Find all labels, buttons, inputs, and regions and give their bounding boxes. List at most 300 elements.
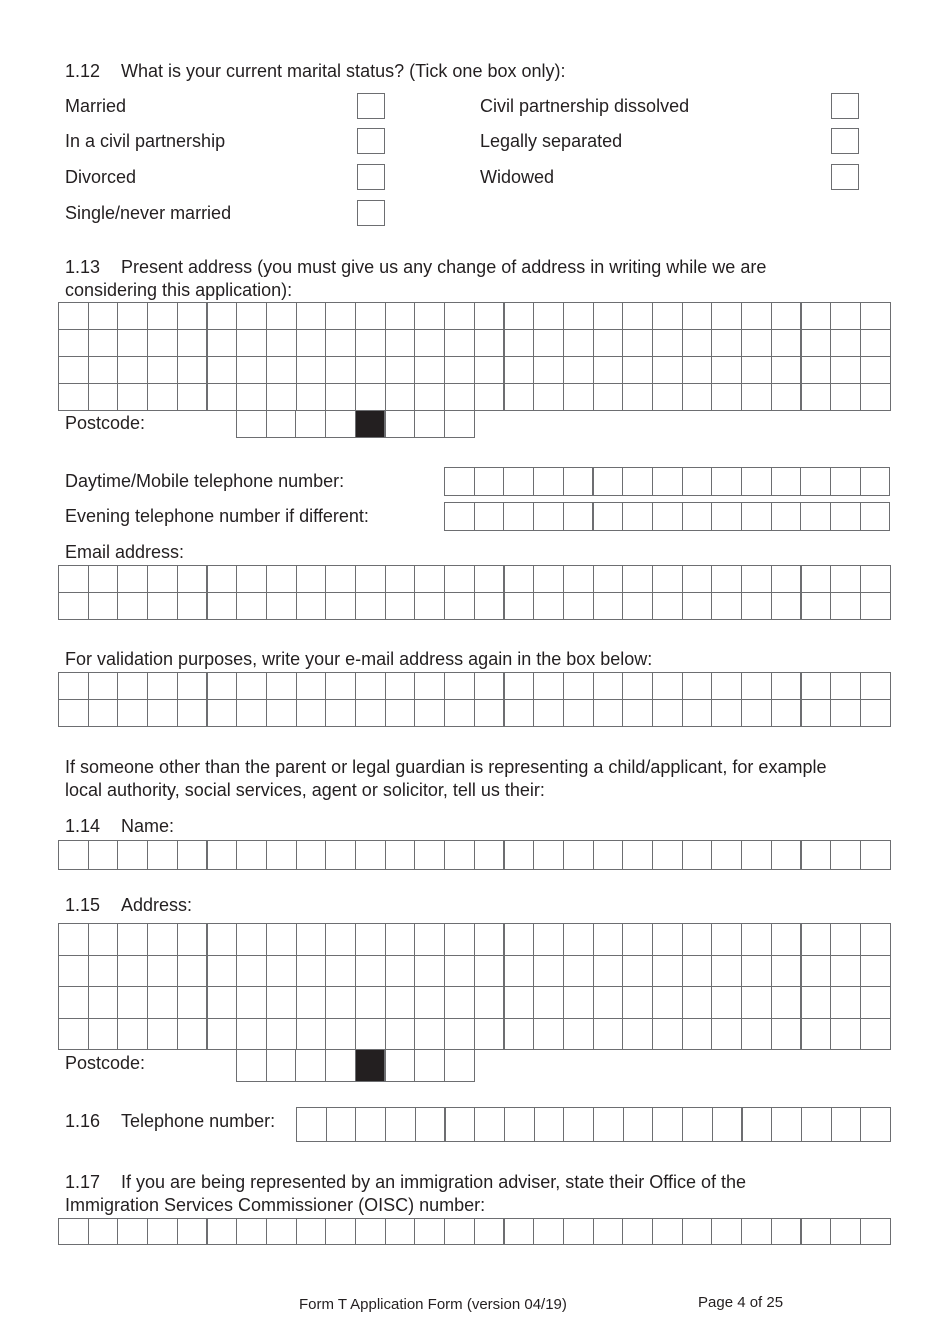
char-box[interactable] xyxy=(147,565,178,593)
char-box[interactable] xyxy=(741,840,772,870)
char-box[interactable] xyxy=(58,672,89,700)
char-box[interactable] xyxy=(236,840,267,870)
char-box[interactable] xyxy=(117,840,148,870)
char-box[interactable] xyxy=(325,1049,356,1082)
char-box[interactable] xyxy=(830,1018,861,1051)
char-box[interactable] xyxy=(414,302,445,330)
char-box[interactable] xyxy=(355,383,386,411)
char-box[interactable] xyxy=(801,923,832,956)
char-box[interactable] xyxy=(355,986,386,1019)
char-box[interactable] xyxy=(58,986,89,1019)
char-box[interactable] xyxy=(712,1107,743,1142)
char-box[interactable] xyxy=(682,986,713,1019)
char-box[interactable] xyxy=(147,955,178,988)
char-box[interactable] xyxy=(622,672,653,700)
char-box[interactable] xyxy=(207,1018,238,1051)
char-box[interactable] xyxy=(622,923,653,956)
char-box[interactable] xyxy=(474,356,505,384)
char-box[interactable] xyxy=(445,1107,476,1142)
char-box[interactable] xyxy=(385,592,416,620)
char-box[interactable] xyxy=(830,699,861,727)
char-box[interactable] xyxy=(801,840,832,870)
char-box[interactable] xyxy=(58,955,89,988)
char-box[interactable] xyxy=(207,383,238,411)
char-box[interactable] xyxy=(88,565,119,593)
char-box[interactable] xyxy=(266,923,297,956)
char-box[interactable] xyxy=(266,840,297,870)
char-box[interactable] xyxy=(830,840,861,870)
char-box[interactable] xyxy=(266,383,297,411)
char-box[interactable] xyxy=(147,923,178,956)
char-box[interactable] xyxy=(830,592,861,620)
char-box[interactable] xyxy=(682,592,713,620)
char-box[interactable] xyxy=(474,1218,505,1245)
char-box[interactable] xyxy=(385,565,416,593)
char-box[interactable] xyxy=(385,302,416,330)
representative-phone-grid[interactable] xyxy=(296,1107,890,1141)
char-box[interactable] xyxy=(474,383,505,411)
char-box[interactable] xyxy=(652,502,683,531)
char-box[interactable] xyxy=(325,672,356,700)
char-box[interactable] xyxy=(741,356,772,384)
char-box[interactable] xyxy=(711,502,742,531)
char-box[interactable] xyxy=(207,565,238,593)
char-box[interactable] xyxy=(296,672,327,700)
char-box[interactable] xyxy=(771,1107,802,1142)
char-box[interactable] xyxy=(771,356,802,384)
char-box[interactable] xyxy=(533,329,564,357)
char-box[interactable] xyxy=(177,1218,208,1245)
char-box[interactable] xyxy=(414,1018,445,1051)
char-box[interactable] xyxy=(58,356,89,384)
char-box[interactable] xyxy=(326,1107,357,1142)
char-box[interactable] xyxy=(682,383,713,411)
char-box[interactable] xyxy=(325,840,356,870)
char-box[interactable] xyxy=(325,302,356,330)
char-box[interactable] xyxy=(563,1018,594,1051)
char-box[interactable] xyxy=(117,1218,148,1245)
char-box[interactable] xyxy=(652,955,683,988)
char-box[interactable] xyxy=(58,565,89,593)
char-box[interactable] xyxy=(801,1218,832,1245)
char-box[interactable] xyxy=(533,986,564,1019)
char-box[interactable] xyxy=(88,356,119,384)
char-box[interactable] xyxy=(296,329,327,357)
char-box[interactable] xyxy=(563,699,594,727)
char-box[interactable] xyxy=(771,955,802,988)
char-box[interactable] xyxy=(504,986,535,1019)
char-box[interactable] xyxy=(682,356,713,384)
char-box[interactable] xyxy=(266,565,297,593)
char-box[interactable] xyxy=(296,1107,327,1142)
char-box[interactable] xyxy=(266,672,297,700)
char-box[interactable] xyxy=(147,986,178,1019)
char-box[interactable] xyxy=(296,1218,327,1245)
representative-address-grid[interactable] xyxy=(58,923,890,1049)
char-box[interactable] xyxy=(533,955,564,988)
char-box[interactable] xyxy=(147,302,178,330)
char-box[interactable] xyxy=(563,467,594,496)
char-box[interactable] xyxy=(771,1018,802,1051)
char-box[interactable] xyxy=(593,986,624,1019)
char-box[interactable] xyxy=(414,592,445,620)
char-box[interactable] xyxy=(474,840,505,870)
char-box[interactable] xyxy=(266,356,297,384)
char-box[interactable] xyxy=(88,955,119,988)
char-box[interactable] xyxy=(830,565,861,593)
char-box[interactable] xyxy=(652,565,683,593)
char-box[interactable] xyxy=(266,1018,297,1051)
char-box[interactable] xyxy=(801,986,832,1019)
char-box[interactable] xyxy=(117,383,148,411)
char-box[interactable] xyxy=(117,302,148,330)
char-box[interactable] xyxy=(236,672,267,700)
char-box[interactable] xyxy=(801,329,832,357)
char-box[interactable] xyxy=(711,699,742,727)
char-box[interactable] xyxy=(177,923,208,956)
char-box[interactable] xyxy=(207,840,238,870)
char-box[interactable] xyxy=(711,565,742,593)
char-box[interactable] xyxy=(88,986,119,1019)
char-box[interactable] xyxy=(266,302,297,330)
char-box[interactable] xyxy=(296,383,327,411)
char-box[interactable] xyxy=(295,410,326,438)
char-box[interactable] xyxy=(325,923,356,956)
single-checkbox[interactable] xyxy=(357,200,385,226)
representative-postcode-grid[interactable] xyxy=(236,1049,474,1081)
char-box[interactable] xyxy=(58,1018,89,1051)
char-box[interactable] xyxy=(444,410,475,438)
char-box[interactable] xyxy=(682,923,713,956)
char-box[interactable] xyxy=(414,410,445,438)
char-box[interactable] xyxy=(266,699,297,727)
char-box[interactable] xyxy=(711,383,742,411)
char-box[interactable] xyxy=(207,329,238,357)
char-box[interactable] xyxy=(593,356,624,384)
char-box[interactable] xyxy=(622,356,653,384)
char-box[interactable] xyxy=(325,565,356,593)
char-box[interactable] xyxy=(444,699,475,727)
char-box[interactable] xyxy=(58,592,89,620)
char-box[interactable] xyxy=(355,329,386,357)
char-box[interactable] xyxy=(444,1049,475,1082)
char-box[interactable] xyxy=(771,986,802,1019)
char-box[interactable] xyxy=(563,502,594,531)
char-box[interactable] xyxy=(830,356,861,384)
char-box[interactable] xyxy=(860,699,891,727)
char-box[interactable] xyxy=(474,672,505,700)
char-box[interactable] xyxy=(266,1049,297,1082)
char-box[interactable] xyxy=(444,923,475,956)
char-box[interactable] xyxy=(860,1107,891,1142)
char-box[interactable] xyxy=(741,672,772,700)
char-box[interactable] xyxy=(266,410,297,438)
char-box[interactable] xyxy=(711,302,742,330)
char-box[interactable] xyxy=(563,356,594,384)
char-box[interactable] xyxy=(682,955,713,988)
char-box[interactable] xyxy=(236,592,267,620)
char-box[interactable] xyxy=(622,329,653,357)
char-box[interactable] xyxy=(444,1218,475,1245)
char-box[interactable] xyxy=(236,1218,267,1245)
char-box[interactable] xyxy=(474,565,505,593)
char-box[interactable] xyxy=(622,1018,653,1051)
char-box[interactable] xyxy=(652,1218,683,1245)
char-box[interactable] xyxy=(117,592,148,620)
char-box[interactable] xyxy=(741,986,772,1019)
char-box[interactable] xyxy=(88,383,119,411)
char-box[interactable] xyxy=(385,329,416,357)
char-box[interactable] xyxy=(771,329,802,357)
char-box[interactable] xyxy=(444,329,475,357)
char-box[interactable] xyxy=(236,329,267,357)
char-box[interactable] xyxy=(622,565,653,593)
char-box[interactable] xyxy=(117,1018,148,1051)
char-box[interactable] xyxy=(563,329,594,357)
char-box[interactable] xyxy=(325,699,356,727)
char-box[interactable] xyxy=(474,467,505,496)
char-box[interactable] xyxy=(88,329,119,357)
char-box[interactable] xyxy=(652,672,683,700)
char-box[interactable] xyxy=(801,383,832,411)
char-box[interactable] xyxy=(355,356,386,384)
char-box[interactable] xyxy=(296,986,327,1019)
char-box[interactable] xyxy=(622,302,653,330)
char-box[interactable] xyxy=(414,699,445,727)
char-box[interactable] xyxy=(682,840,713,870)
char-box[interactable] xyxy=(771,672,802,700)
char-box[interactable] xyxy=(117,955,148,988)
char-box[interactable] xyxy=(593,302,624,330)
char-box[interactable] xyxy=(147,383,178,411)
char-box[interactable] xyxy=(325,329,356,357)
char-box[interactable] xyxy=(860,383,891,411)
char-box[interactable] xyxy=(325,955,356,988)
char-box[interactable] xyxy=(355,1218,386,1245)
char-box[interactable] xyxy=(593,672,624,700)
char-box[interactable] xyxy=(623,1107,654,1142)
char-box[interactable] xyxy=(593,923,624,956)
char-box[interactable] xyxy=(207,955,238,988)
widowed-checkbox[interactable] xyxy=(831,164,859,190)
char-box[interactable] xyxy=(860,923,891,956)
char-box[interactable] xyxy=(860,356,891,384)
char-box[interactable] xyxy=(741,1018,772,1051)
char-box[interactable] xyxy=(593,955,624,988)
char-box[interactable] xyxy=(325,410,356,438)
char-box[interactable] xyxy=(58,302,89,330)
char-box[interactable] xyxy=(177,986,208,1019)
char-box[interactable] xyxy=(652,329,683,357)
char-box[interactable] xyxy=(117,565,148,593)
char-box[interactable] xyxy=(771,502,802,531)
char-box[interactable] xyxy=(533,840,564,870)
char-box[interactable] xyxy=(474,302,505,330)
char-box[interactable] xyxy=(622,383,653,411)
char-box[interactable] xyxy=(207,699,238,727)
evening-phone-grid[interactable] xyxy=(444,502,890,530)
char-box[interactable] xyxy=(325,986,356,1019)
char-box[interactable] xyxy=(177,955,208,988)
char-box[interactable] xyxy=(236,565,267,593)
oisc-number-grid[interactable] xyxy=(58,1218,890,1244)
char-box[interactable] xyxy=(177,672,208,700)
char-box[interactable] xyxy=(444,565,475,593)
char-box[interactable] xyxy=(593,467,624,496)
char-box[interactable] xyxy=(266,955,297,988)
char-box[interactable] xyxy=(474,923,505,956)
char-box[interactable] xyxy=(177,565,208,593)
char-box[interactable] xyxy=(830,955,861,988)
char-box[interactable] xyxy=(296,565,327,593)
char-box[interactable] xyxy=(711,672,742,700)
char-box[interactable] xyxy=(444,986,475,1019)
char-box[interactable] xyxy=(771,302,802,330)
char-box[interactable] xyxy=(652,302,683,330)
char-box[interactable] xyxy=(504,302,535,330)
char-box[interactable] xyxy=(385,356,416,384)
char-box[interactable] xyxy=(830,467,861,496)
char-box[interactable] xyxy=(355,592,386,620)
char-box[interactable] xyxy=(414,356,445,384)
char-box[interactable] xyxy=(801,955,832,988)
char-box[interactable] xyxy=(682,302,713,330)
char-box[interactable] xyxy=(444,302,475,330)
char-box[interactable] xyxy=(533,302,564,330)
char-box[interactable] xyxy=(533,383,564,411)
char-box[interactable] xyxy=(593,383,624,411)
char-box[interactable] xyxy=(444,672,475,700)
char-box[interactable] xyxy=(355,955,386,988)
char-box[interactable] xyxy=(771,467,802,496)
char-box[interactable] xyxy=(414,955,445,988)
char-box[interactable] xyxy=(177,840,208,870)
char-box[interactable] xyxy=(414,329,445,357)
char-box[interactable] xyxy=(652,1018,683,1051)
char-box[interactable] xyxy=(236,986,267,1019)
char-box[interactable] xyxy=(741,1218,772,1245)
char-box[interactable] xyxy=(801,565,832,593)
char-box[interactable] xyxy=(177,592,208,620)
char-box[interactable] xyxy=(296,1018,327,1051)
char-box[interactable] xyxy=(236,302,267,330)
divorced-checkbox[interactable] xyxy=(357,164,385,190)
char-box[interactable] xyxy=(147,672,178,700)
char-box[interactable] xyxy=(504,699,535,727)
char-box[interactable] xyxy=(711,1018,742,1051)
char-box[interactable] xyxy=(58,383,89,411)
char-box[interactable] xyxy=(741,329,772,357)
char-box[interactable] xyxy=(385,410,416,438)
char-box[interactable] xyxy=(652,592,683,620)
char-box[interactable] xyxy=(177,1018,208,1051)
char-box[interactable] xyxy=(88,840,119,870)
char-box[interactable] xyxy=(355,672,386,700)
char-box[interactable] xyxy=(325,592,356,620)
char-box[interactable] xyxy=(414,672,445,700)
char-box[interactable] xyxy=(682,1218,713,1245)
char-box[interactable] xyxy=(741,592,772,620)
char-box[interactable] xyxy=(236,356,267,384)
char-box[interactable] xyxy=(147,1018,178,1051)
char-box[interactable] xyxy=(236,1049,267,1082)
char-box[interactable] xyxy=(207,986,238,1019)
char-box[interactable] xyxy=(266,1218,297,1245)
char-box[interactable] xyxy=(563,302,594,330)
char-box[interactable] xyxy=(563,986,594,1019)
char-box[interactable] xyxy=(325,383,356,411)
char-box[interactable] xyxy=(801,592,832,620)
char-box[interactable] xyxy=(860,565,891,593)
daytime-phone-grid[interactable] xyxy=(444,467,890,495)
char-box[interactable] xyxy=(563,383,594,411)
char-box[interactable] xyxy=(711,329,742,357)
char-box[interactable] xyxy=(177,302,208,330)
char-box[interactable] xyxy=(771,699,802,727)
char-box[interactable] xyxy=(801,1107,832,1142)
char-box[interactable] xyxy=(831,1107,862,1142)
char-box[interactable] xyxy=(207,356,238,384)
char-box[interactable] xyxy=(444,955,475,988)
char-box[interactable] xyxy=(177,356,208,384)
char-box[interactable] xyxy=(117,356,148,384)
char-box[interactable] xyxy=(622,467,653,496)
char-box[interactable] xyxy=(593,592,624,620)
char-box[interactable] xyxy=(147,699,178,727)
char-box[interactable] xyxy=(88,592,119,620)
char-box[interactable] xyxy=(652,986,683,1019)
char-box[interactable] xyxy=(177,329,208,357)
char-box[interactable] xyxy=(504,923,535,956)
char-box[interactable] xyxy=(355,565,386,593)
char-box[interactable] xyxy=(593,502,624,531)
char-box[interactable] xyxy=(860,840,891,870)
char-box[interactable] xyxy=(652,840,683,870)
char-box[interactable] xyxy=(207,592,238,620)
char-box[interactable] xyxy=(652,923,683,956)
char-box[interactable] xyxy=(474,699,505,727)
char-box[interactable] xyxy=(414,923,445,956)
char-box[interactable] xyxy=(147,840,178,870)
char-box[interactable] xyxy=(830,672,861,700)
char-box[interactable] xyxy=(711,592,742,620)
char-box[interactable] xyxy=(622,955,653,988)
name-grid[interactable] xyxy=(58,840,890,869)
char-box[interactable] xyxy=(860,955,891,988)
char-box[interactable] xyxy=(385,986,416,1019)
char-box[interactable] xyxy=(771,923,802,956)
char-box[interactable] xyxy=(622,592,653,620)
char-box[interactable] xyxy=(117,699,148,727)
char-box[interactable] xyxy=(236,410,267,438)
char-box[interactable] xyxy=(503,502,534,531)
char-box[interactable] xyxy=(682,672,713,700)
char-box[interactable] xyxy=(88,1218,119,1245)
char-box[interactable] xyxy=(88,1018,119,1051)
char-box[interactable] xyxy=(652,699,683,727)
char-box[interactable] xyxy=(296,699,327,727)
char-box[interactable] xyxy=(444,592,475,620)
char-box[interactable] xyxy=(830,329,861,357)
char-box[interactable] xyxy=(414,986,445,1019)
char-box[interactable] xyxy=(801,356,832,384)
char-box[interactable] xyxy=(58,840,89,870)
char-box[interactable] xyxy=(295,1049,326,1082)
char-box[interactable] xyxy=(325,1018,356,1051)
char-box[interactable] xyxy=(830,302,861,330)
char-box[interactable] xyxy=(533,592,564,620)
char-box[interactable] xyxy=(593,699,624,727)
